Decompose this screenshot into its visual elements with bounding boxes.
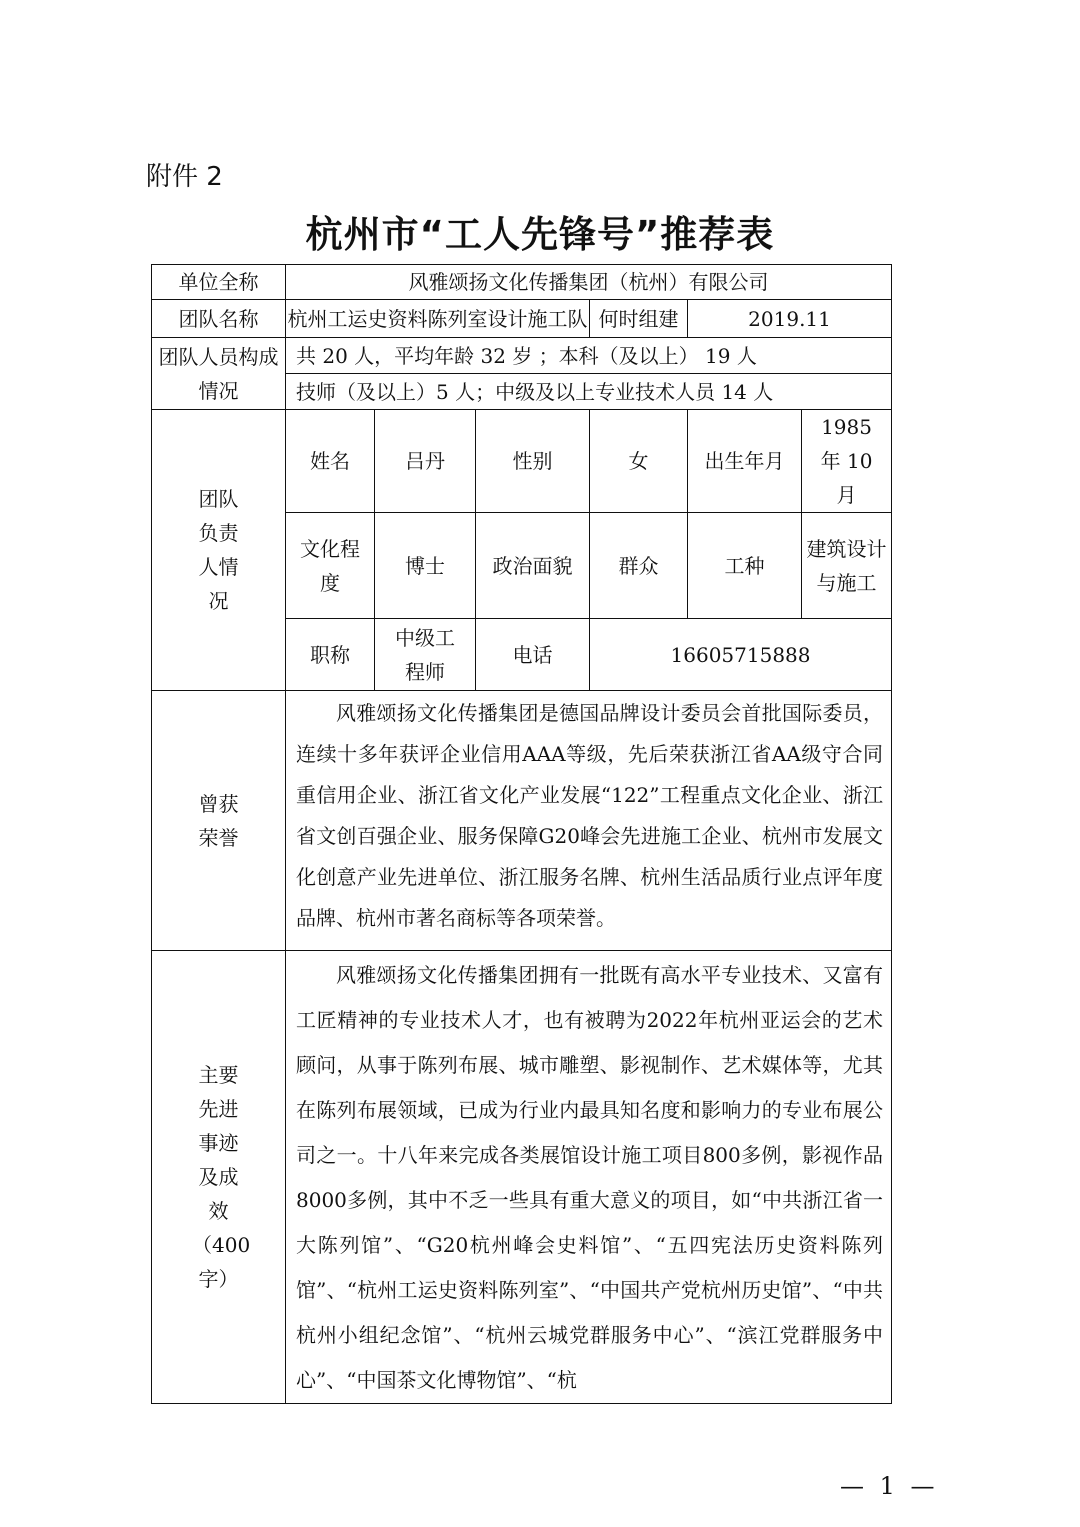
composition-line-2: 技师（及以上）5 人；中级及以上专业技术人员 14 人 bbox=[286, 374, 892, 410]
name-label: 姓名 bbox=[286, 410, 375, 513]
phone-value: 16605715888 bbox=[590, 619, 892, 691]
leader-row-1 bbox=[152, 410, 892, 513]
rank-value: 中级工程师 bbox=[375, 619, 476, 691]
team-value: 杭州工运史资料陈列室设计施工队 bbox=[286, 300, 590, 338]
deeds-label: 主要先进事迹及成效（400 字） bbox=[152, 951, 286, 1404]
unit-row bbox=[152, 265, 892, 300]
founded-label: 何时组建 bbox=[590, 300, 688, 338]
composition-label: 团队人员构成情况 bbox=[152, 338, 286, 410]
page-number: — 1 — bbox=[840, 1472, 939, 1500]
unit-value: 风雅颂扬文化传播集团（杭州）有限公司 bbox=[286, 265, 892, 300]
education-value: 博士 bbox=[375, 513, 476, 619]
birth-label: 出生年月 bbox=[688, 410, 802, 513]
rank-label: 职称 bbox=[286, 619, 375, 691]
page-title: 杭州市“工人先锋号”推荐表 bbox=[305, 213, 775, 256]
job-value: 建筑设计与施工 bbox=[802, 513, 892, 619]
gender-label: 性别 bbox=[476, 410, 590, 513]
team-row bbox=[152, 300, 892, 338]
deeds-text: 风雅颂扬文化传播集团拥有一批既有高水平专业技术、又富有工匠精神的专业技术人才，也有被聘为2022年杭州亚运会的艺术顾问，从事于陈列布展、城市雕塑、影视制作、艺术媒体等，尤其在陈列布展领域，已成为行业内最具知名度和影响力的专业布展公司之一。十八年来完成各类展馆设计施工项目800多例，影视作品8000多例，其中不乏一些具有重大意义的项目，如“中共浙江省一大陈列馆”、“G20杭州峰会史料馆”、“五四宪法历史资料陈列馆”、“杭州工运史资料陈列室”、“中国共产党杭州历史馆”、“中共杭州小组纪念馆”、“杭州云城党群服务中心”、“滨江党群服务中心”、“中国茶文化博物馆”、“杭 bbox=[286, 951, 892, 1404]
honors-text: 风雅颂扬文化传播集团是德国品牌设计委员会首批国际委员，连续十多年获评企业信用AAA等级，先后荣获浙江省AA级守合同重信用企业、浙江省文化产业发展“122”工程重点文化企业、浙江省文创百强企业、服务保障G20峰会先进施工企业、杭州市发展文化创意产业先进单位、浙江服务名牌、杭州生活品质行业点评年度品牌、杭州市著名商标等各项荣誉。 bbox=[286, 691, 892, 951]
composition-line-1: 共 20 人，平均年龄 32 岁 ；本科（及以上） 19 人 bbox=[286, 338, 892, 374]
gender-value: 女 bbox=[590, 410, 688, 513]
education-label: 文化程度 bbox=[286, 513, 375, 619]
founded-value: 2019.11 bbox=[688, 300, 892, 338]
honors-label: 曾获荣誉 bbox=[152, 691, 286, 951]
recommendation-form-table bbox=[151, 264, 892, 1404]
deeds-row bbox=[152, 951, 892, 1404]
honors-row bbox=[152, 691, 892, 951]
phone-label: 电话 bbox=[476, 619, 590, 691]
composition-row-1 bbox=[152, 338, 892, 374]
birth-value: 1985 年 10 月 bbox=[802, 410, 892, 513]
political-label: 政治面貌 bbox=[476, 513, 590, 619]
name-value: 吕丹 bbox=[375, 410, 476, 513]
job-label: 工种 bbox=[688, 513, 802, 619]
leader-label: 团队负责人情况 bbox=[152, 410, 286, 691]
unit-label: 单位全称 bbox=[152, 265, 286, 300]
political-value: 群众 bbox=[590, 513, 688, 619]
team-label: 团队名称 bbox=[152, 300, 286, 338]
attachment-label: 附件 2 bbox=[146, 162, 223, 192]
